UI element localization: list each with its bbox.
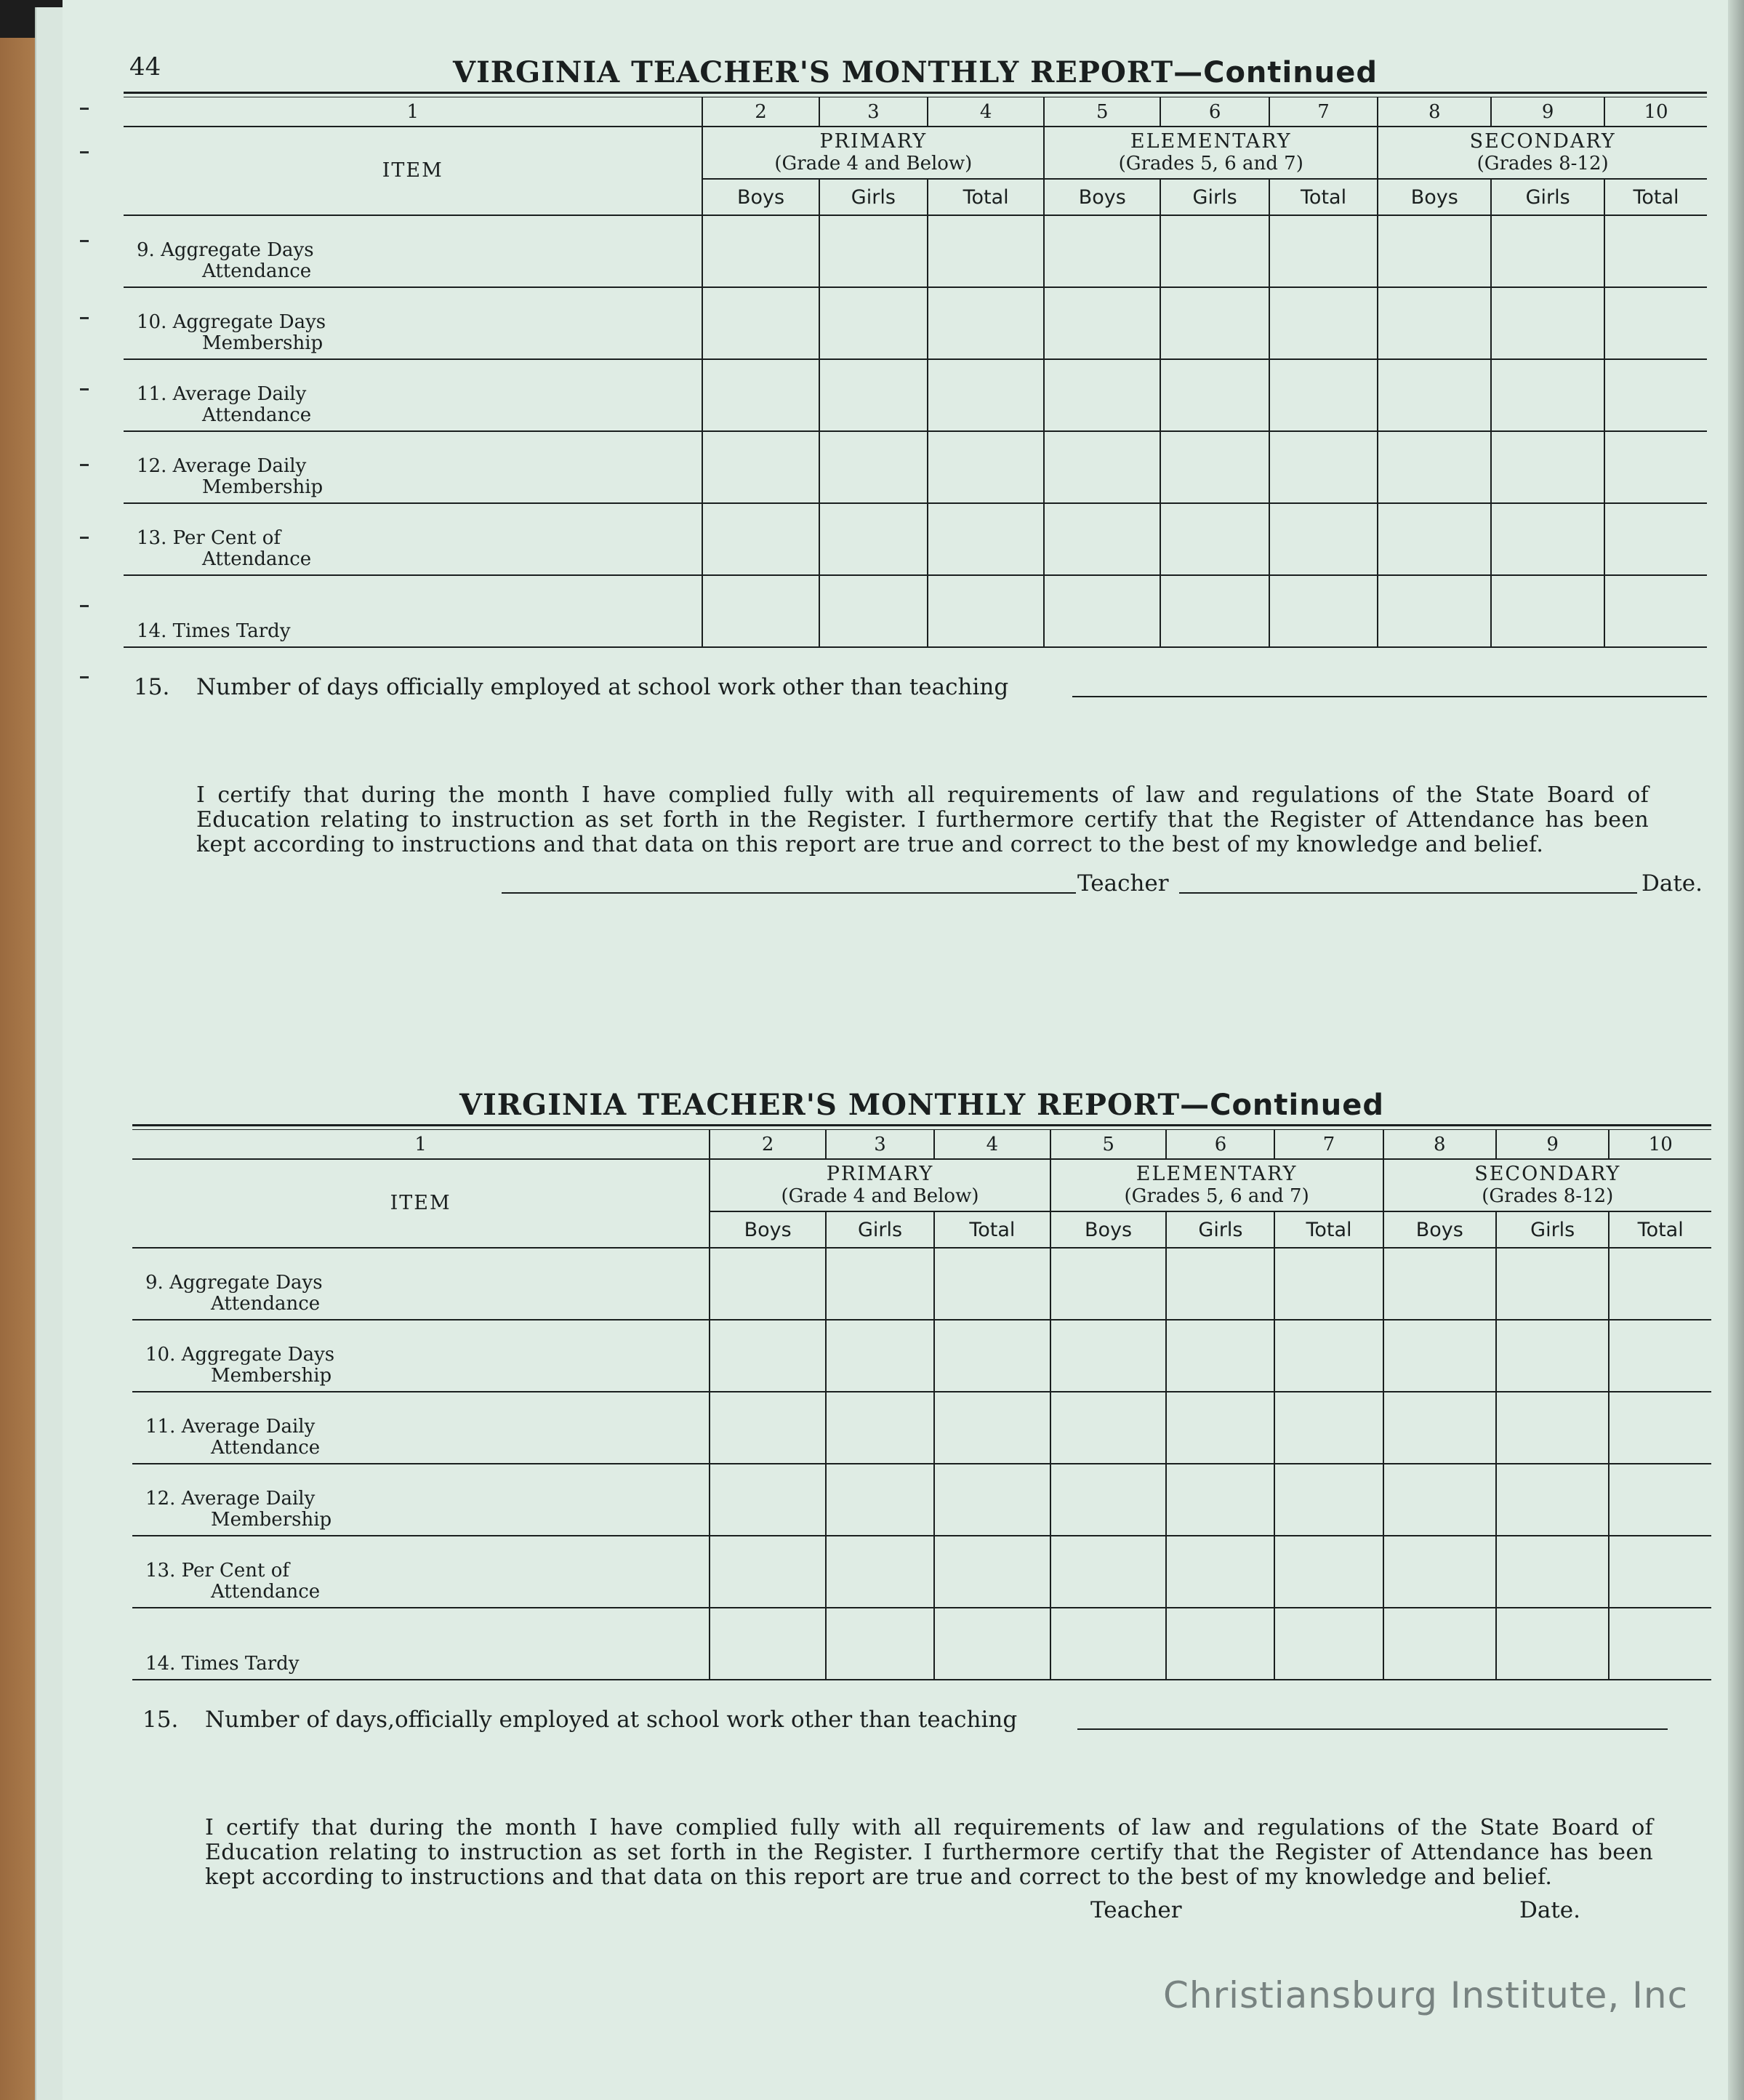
column-number: 10 <box>1604 97 1707 127</box>
entry-cell[interactable] <box>1378 359 1491 431</box>
entry-cell[interactable] <box>1604 215 1707 287</box>
group-header-row <box>124 127 1707 179</box>
entry-cell[interactable] <box>1044 215 1160 287</box>
entry-cell[interactable] <box>1383 1536 1496 1608</box>
column-number: 10 <box>1609 1130 1711 1159</box>
date-label: Date. <box>1519 1897 1580 1923</box>
group-header <box>1378 127 1707 179</box>
entry-cell[interactable] <box>1604 359 1707 431</box>
entry-cell[interactable] <box>1044 359 1160 431</box>
entry-cell[interactable] <box>1491 575 1604 647</box>
entry-cell[interactable] <box>1604 431 1707 503</box>
group-subtitle: (Grades 8-12) <box>1482 1185 1614 1207</box>
margin-mark <box>80 605 89 607</box>
subheader: Boys <box>710 1211 826 1248</box>
subheader: Total <box>1609 1211 1711 1248</box>
item-header: ITEM <box>124 127 702 215</box>
group-name: PRIMARY <box>819 130 928 153</box>
entry-cell[interactable] <box>1609 1320 1711 1392</box>
item-label: 13. Per Cent of Attendance <box>132 1536 710 1608</box>
entry-cell[interactable] <box>1496 1248 1609 1320</box>
entry-cell[interactable] <box>1160 215 1269 287</box>
group-header <box>1050 1159 1383 1211</box>
entry-cell[interactable] <box>1166 1320 1274 1392</box>
group-name: ELEMENTARY <box>1130 130 1292 153</box>
report-form-top <box>124 54 1707 914</box>
subheader: Girls <box>1491 179 1604 215</box>
table-row <box>124 287 1707 359</box>
entry-cell[interactable] <box>1378 215 1491 287</box>
entry-cell[interactable] <box>710 1392 826 1464</box>
margin-mark <box>80 240 89 242</box>
table-row <box>124 431 1707 503</box>
entry-cell[interactable] <box>928 287 1044 359</box>
table-row <box>132 1248 1711 1320</box>
form-title: VIRGINIA TEACHER'S MONTHLY REPORT—Continued <box>459 1088 1384 1122</box>
date-blank[interactable] <box>1179 892 1637 894</box>
entry-cell[interactable] <box>1050 1392 1167 1464</box>
group-subtitle: (Grade 4 and Below) <box>774 153 973 175</box>
watermark: Christiansburg Institute, Inc <box>1163 1974 1689 2016</box>
table-row <box>132 1608 1711 1680</box>
group-name: PRIMARY <box>826 1163 934 1185</box>
page-number: 44 <box>129 52 161 81</box>
entry-cell[interactable] <box>1166 1464 1274 1536</box>
entry-cell[interactable] <box>1274 1536 1383 1608</box>
entry-cell[interactable] <box>1604 287 1707 359</box>
subheader: Boys <box>1378 179 1491 215</box>
table-row <box>132 1464 1711 1536</box>
entry-cell[interactable] <box>1491 215 1604 287</box>
form-title: VIRGINIA TEACHER'S MONTHLY REPORT—Continued <box>453 55 1378 89</box>
column-number: 2 <box>702 97 819 127</box>
teacher-signature-blank[interactable] <box>502 892 1076 894</box>
entry-cell[interactable] <box>710 1248 826 1320</box>
entry-cell[interactable] <box>1050 1248 1167 1320</box>
entry-cell[interactable] <box>826 1320 934 1392</box>
table-row <box>124 575 1707 647</box>
column-number: 4 <box>934 1130 1050 1159</box>
margin-mark <box>80 388 89 390</box>
entry-cell[interactable] <box>710 1464 826 1536</box>
table-row <box>124 215 1707 287</box>
entry-cell[interactable] <box>1160 287 1269 359</box>
entry-cell[interactable] <box>1609 1392 1711 1464</box>
line-15-text: Number of days officially employed at school work other than teaching <box>196 674 1009 700</box>
entry-cell[interactable] <box>1050 1536 1167 1608</box>
days-employed-blank[interactable] <box>1072 696 1707 697</box>
item-label: 10. Aggregate Days Membership <box>132 1320 710 1392</box>
group-header <box>702 127 1044 179</box>
entry-cell[interactable] <box>1044 575 1160 647</box>
item-label: 14. Times Tardy <box>124 575 702 647</box>
entry-cell[interactable] <box>1383 1248 1496 1320</box>
entry-cell[interactable] <box>1274 1320 1383 1392</box>
group-name: SECONDARY <box>1474 1163 1621 1185</box>
entry-cell[interactable] <box>1383 1392 1496 1464</box>
subheader: Total <box>1274 1211 1383 1248</box>
column-number: 5 <box>1050 1130 1167 1159</box>
entry-cell[interactable] <box>1491 287 1604 359</box>
column-number: 4 <box>928 97 1044 127</box>
entry-cell[interactable] <box>826 1248 934 1320</box>
group-subtitle: (Grade 4 and Below) <box>781 1185 979 1207</box>
entry-cell[interactable] <box>1491 431 1604 503</box>
entry-cell[interactable] <box>702 431 819 503</box>
entry-cell[interactable] <box>710 1608 826 1680</box>
entry-cell[interactable] <box>1269 431 1378 503</box>
item-header: ITEM <box>132 1159 710 1248</box>
entry-cell[interactable] <box>819 503 928 575</box>
entry-cell[interactable] <box>1496 1608 1609 1680</box>
item-label: 10. Aggregate Days Membership <box>124 287 702 359</box>
subheader: Boys <box>1044 179 1160 215</box>
entry-cell[interactable] <box>1166 1248 1274 1320</box>
entry-cell[interactable] <box>1491 359 1604 431</box>
entry-cell[interactable] <box>1269 359 1378 431</box>
entry-cell[interactable] <box>826 1464 934 1536</box>
margin-mark <box>80 464 89 466</box>
entry-cell[interactable] <box>1496 1392 1609 1464</box>
signature-row <box>132 1897 1711 1941</box>
item-label: 9. Aggregate Days Attendance <box>132 1248 710 1320</box>
subheader: Total <box>928 179 1044 215</box>
subheader: Girls <box>1160 179 1269 215</box>
days-employed-blank[interactable] <box>1077 1728 1668 1730</box>
entry-cell[interactable] <box>702 503 819 575</box>
group-subtitle: (Grades 5, 6 and 7) <box>1118 153 1303 175</box>
entry-cell[interactable] <box>1166 1536 1274 1608</box>
column-number-row <box>132 1130 1711 1159</box>
item-label: 9. Aggregate Days Attendance <box>124 215 702 287</box>
attendance-table <box>132 1130 1711 1680</box>
entry-cell[interactable] <box>1044 503 1160 575</box>
signature-row <box>124 870 1707 914</box>
entry-cell[interactable] <box>1378 431 1491 503</box>
column-number: 3 <box>826 1130 934 1159</box>
entry-cell[interactable] <box>1609 1248 1711 1320</box>
line-15: 15. Number of days officially employed at school work other than teaching <box>124 674 1707 718</box>
entry-cell[interactable] <box>934 1248 1050 1320</box>
entry-cell[interactable] <box>1269 503 1378 575</box>
column-number: 7 <box>1274 1130 1383 1159</box>
title-rule <box>132 1124 1711 1130</box>
entry-cell[interactable] <box>1160 575 1269 647</box>
page-edge <box>1728 0 1744 2100</box>
entry-cell[interactable] <box>702 215 819 287</box>
line-15: 15. Number of days,officially employed at school work other than teaching <box>132 1707 1711 1750</box>
entry-cell[interactable] <box>1604 503 1707 575</box>
group-header <box>1383 1159 1711 1211</box>
entry-cell[interactable] <box>826 1392 934 1464</box>
entry-cell[interactable] <box>1491 503 1604 575</box>
subheader: Girls <box>819 179 928 215</box>
subheader: Total <box>1269 179 1378 215</box>
subheader: Girls <box>826 1211 934 1248</box>
entry-cell[interactable] <box>1050 1464 1167 1536</box>
entry-cell[interactable] <box>702 359 819 431</box>
entry-cell[interactable] <box>1166 1392 1274 1464</box>
subheader: Total <box>1604 179 1707 215</box>
column-number: 9 <box>1496 1130 1609 1159</box>
column-number: 1 <box>132 1130 710 1159</box>
attendance-table <box>124 97 1707 648</box>
column-number: 7 <box>1269 97 1378 127</box>
entry-cell[interactable] <box>934 1392 1050 1464</box>
group-header-row <box>132 1159 1711 1211</box>
entry-cell[interactable] <box>1383 1320 1496 1392</box>
subheader: Girls <box>1496 1211 1609 1248</box>
date-label: Date. <box>1641 870 1703 897</box>
entry-cell[interactable] <box>1044 431 1160 503</box>
entry-cell[interactable] <box>710 1320 826 1392</box>
group-subtitle: (Grades 5, 6 and 7) <box>1124 1185 1309 1207</box>
entry-cell[interactable] <box>1274 1464 1383 1536</box>
entry-cell[interactable] <box>1269 215 1378 287</box>
entry-cell[interactable] <box>819 215 928 287</box>
column-number: 2 <box>710 1130 826 1159</box>
subheader: Boys <box>702 179 819 215</box>
item-label: 14. Times Tardy <box>132 1608 710 1680</box>
entry-cell[interactable] <box>1496 1320 1609 1392</box>
item-label: 13. Per Cent of Attendance <box>124 503 702 575</box>
entry-cell[interactable] <box>1274 1248 1383 1320</box>
entry-cell[interactable] <box>819 575 928 647</box>
margin-mark <box>80 151 89 153</box>
entry-cell[interactable] <box>1378 575 1491 647</box>
entry-cell[interactable] <box>1044 287 1160 359</box>
entry-cell[interactable] <box>934 1464 1050 1536</box>
entry-cell[interactable] <box>934 1320 1050 1392</box>
margin-mark <box>80 317 89 319</box>
title-rule <box>124 92 1707 97</box>
entry-cell[interactable] <box>928 575 1044 647</box>
teacher-label: Teacher <box>1090 1897 1182 1923</box>
entry-cell[interactable] <box>1378 503 1491 575</box>
entry-cell[interactable] <box>819 359 928 431</box>
entry-cell[interactable] <box>826 1536 934 1608</box>
column-number: 8 <box>1383 1130 1496 1159</box>
table-row <box>124 503 1707 575</box>
table-row <box>124 359 1707 431</box>
margin-mark <box>80 108 89 110</box>
entry-cell[interactable] <box>1274 1608 1383 1680</box>
margin-mark <box>80 676 89 678</box>
table-row <box>132 1320 1711 1392</box>
line-15-text: Number of days,officially employed at school work other than teaching <box>205 1707 1018 1733</box>
entry-cell[interactable] <box>928 359 1044 431</box>
entry-cell[interactable] <box>826 1608 934 1680</box>
entry-cell[interactable] <box>819 431 928 503</box>
column-number: 6 <box>1166 1130 1274 1159</box>
column-number-row <box>124 97 1707 127</box>
entry-cell[interactable] <box>934 1608 1050 1680</box>
certification-text: I certify that during the month I have complied fully with all requirements of law and regulations of the State Board of Education relating to instruction as set forth in the Register. I furthermore certify that the Register of Attendance has been kept according to instructions and that data on this report are true and correct to the best of my knowledge and belief. <box>196 782 1649 857</box>
group-header <box>710 1159 1050 1211</box>
item-label: 12. Average Daily Membership <box>124 431 702 503</box>
entry-cell[interactable] <box>1383 1464 1496 1536</box>
entry-cell[interactable] <box>928 503 1044 575</box>
entry-cell[interactable] <box>1496 1536 1609 1608</box>
subheader: Total <box>934 1211 1050 1248</box>
entry-cell[interactable] <box>1269 575 1378 647</box>
entry-cell[interactable] <box>710 1536 826 1608</box>
report-form-bottom <box>132 1086 1711 1941</box>
column-number: 3 <box>819 97 928 127</box>
column-number: 9 <box>1491 97 1604 127</box>
entry-cell[interactable] <box>1604 575 1707 647</box>
group-name: ELEMENTARY <box>1136 1163 1298 1185</box>
table-row <box>132 1392 1711 1464</box>
entry-cell[interactable] <box>702 287 819 359</box>
entry-cell[interactable] <box>819 287 928 359</box>
entry-cell[interactable] <box>928 215 1044 287</box>
entry-cell[interactable] <box>1160 359 1269 431</box>
group-header <box>1044 127 1378 179</box>
entry-cell[interactable] <box>928 431 1044 503</box>
subheader: Girls <box>1166 1211 1274 1248</box>
entry-cell[interactable] <box>1269 287 1378 359</box>
entry-cell[interactable] <box>1609 1464 1711 1536</box>
entry-cell[interactable] <box>1274 1392 1383 1464</box>
margin-mark <box>80 537 89 539</box>
entry-cell[interactable] <box>1383 1608 1496 1680</box>
entry-cell[interactable] <box>934 1536 1050 1608</box>
item-label: 11. Average Daily Attendance <box>132 1392 710 1464</box>
table-row <box>132 1536 1711 1608</box>
entry-cell[interactable] <box>1050 1608 1167 1680</box>
column-number: 8 <box>1378 97 1491 127</box>
group-subtitle: (Grades 8-12) <box>1476 153 1609 175</box>
entry-cell[interactable] <box>1378 287 1491 359</box>
certification-text: I certify that during the month I have complied fully with all requirements of law and regulations of the State Board of Education relating to instruction as set forth in the Register. I furthermore certify that the Register of Attendance has been kept according to instructions and that data on this report are true and correct to the best of my knowledge and belief. <box>205 1815 1653 1890</box>
item-label: 11. Average Daily Attendance <box>124 359 702 431</box>
entry-cell[interactable] <box>1496 1464 1609 1536</box>
entry-cell[interactable] <box>1160 431 1269 503</box>
entry-cell[interactable] <box>1050 1320 1167 1392</box>
entry-cell[interactable] <box>1160 503 1269 575</box>
teacher-label: Teacher <box>1077 870 1169 897</box>
entry-cell[interactable] <box>1609 1536 1711 1608</box>
column-number: 6 <box>1160 97 1269 127</box>
group-name: SECONDARY <box>1469 130 1616 153</box>
entry-cell[interactable] <box>1609 1608 1711 1680</box>
subheader: Boys <box>1383 1211 1496 1248</box>
column-number: 1 <box>124 97 702 127</box>
entry-cell[interactable] <box>702 575 819 647</box>
item-label: 12. Average Daily Membership <box>132 1464 710 1536</box>
column-number: 5 <box>1044 97 1160 127</box>
subheader: Boys <box>1050 1211 1167 1248</box>
entry-cell[interactable] <box>1166 1608 1274 1680</box>
